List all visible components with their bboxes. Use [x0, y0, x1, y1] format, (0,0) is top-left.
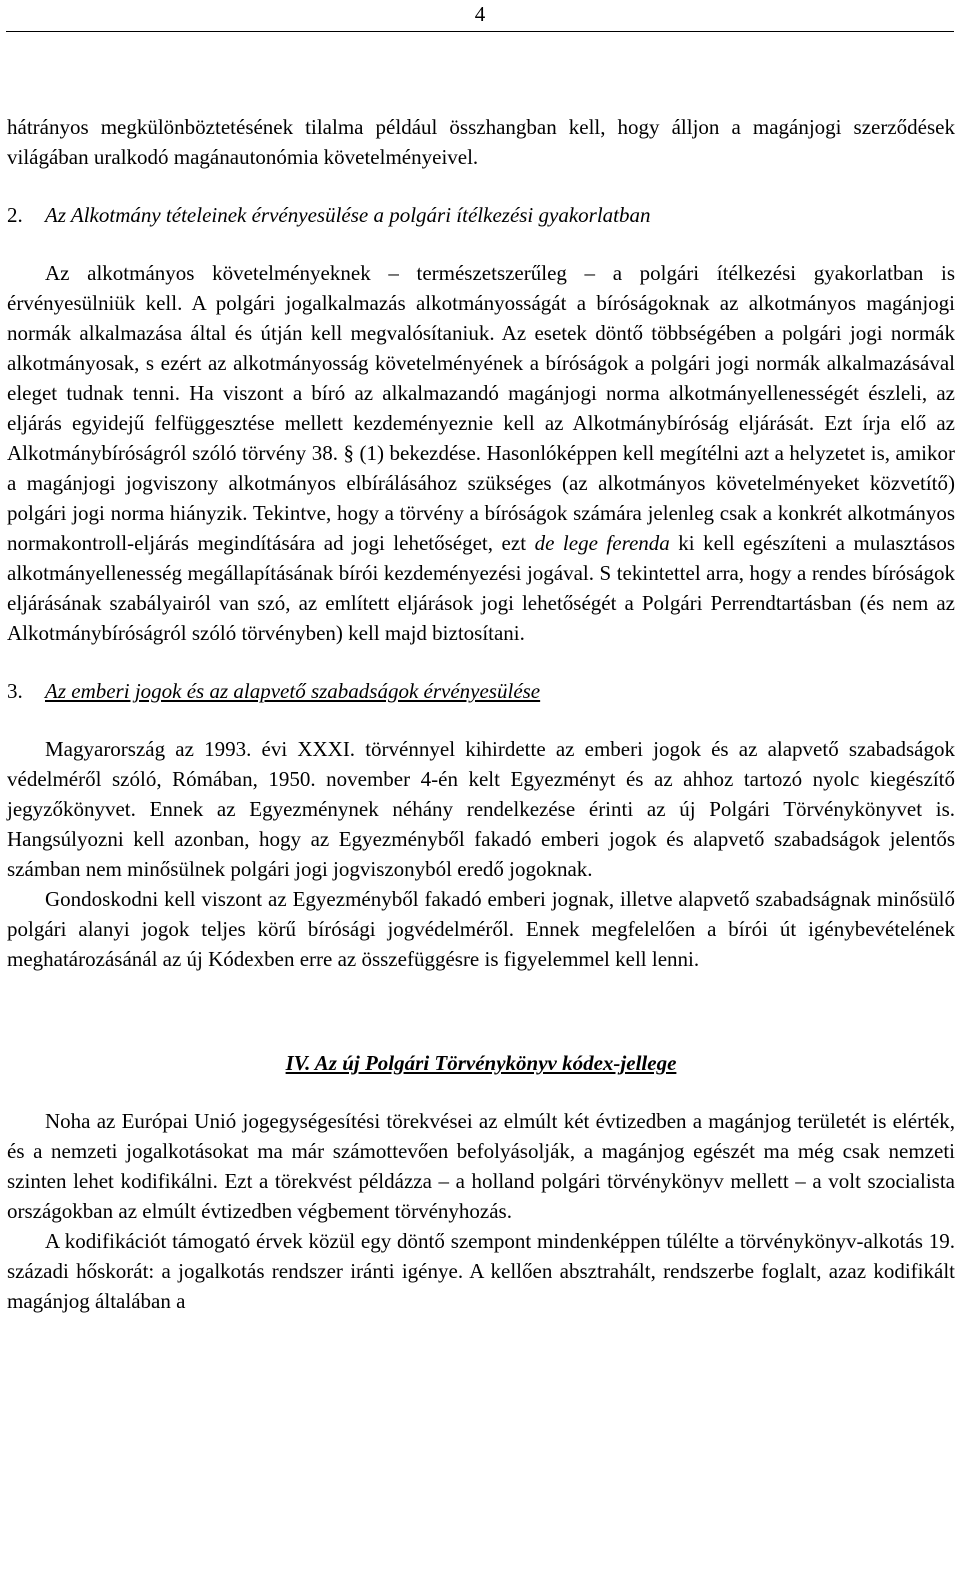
section-2-text-a: Az alkotmányos követelményeknek – természetszerűleg – a polgári ítélkezési gyakorlatban is érvényesülniük kell. A polgári jogalkalmazás alkotmányosságát a bíróságoknak az alkotmányos magánjogi normák alkalmazása által és útján kell megvalósítaniuk. Az esetek döntő többségében a polgári jogi normák alkotmányosak, s ezért az alkotmányosság követelményének a bíróságok a polgári jogi normák alkalmazásával eleget tudnak tenni. Ha viszont a bíró az alkalmazandó magánjogi norma alkotmányellenességét észleli, az eljárás egyidejű felfüggesztése mellett kezdeményeznie kell az Alkotmánybíróság eljárását. Ezt írja elő az Alkotmánybíróságról szóló törvény 38. § (1) bekezdése. Hasonlóképpen kell megítélni azt a helyzetet is, amikor a magánjogi jogviszony alkotmányos elbírálásához szükséges (az alkotmányos követelményeket közvetítő) polgári jogi norma hiányzik. Tekintve, hogy a törvény a bíróságok számára jelenleg csak a konkrét alkotmányos normakontroll-eljárás megindítására ad jogi lehetőséget, ezt — [7, 261, 955, 555]
page-number: 4 — [474, 2, 486, 26]
header-rule — [6, 31, 954, 32]
section-3-title: Az emberi jogok és az alapvető szabadságok érvényesülése — [45, 679, 541, 703]
chapter-4-paragraph-2: A kodifikációt támogató érvek közül egy döntő szempont mindenképpen túlélte a törvénykönyv-alkotás 19. századi hőskorát: a jogalkotás rendszer iránti igénye. A kellően absztrahált, rendszerbe foglalt, azaz kodifikált magánjog általában a — [7, 1229, 955, 1313]
page-body — [7, 112, 955, 1316]
section-3-paragraph-2: Gondoskodni kell viszont az Egyezményből fakadó emberi jognak, illetve alapvető szabadságnak minősülő polgári alanyi jogok teljes körű bírósági jogvédelméről. Ennek megfelelően a bírói út igénybevételének meghatározásánál az új Kódexben erre az összefüggésre is figyelemmel kell lenni. — [7, 887, 955, 971]
chapter-4-paragraph-1: Noha az Európai Unió jogegységesítési törekvései az elmúlt két évtizedben a magánjog területét is elérték, és a nemzeti jogalkotásokat ma már számottevően befolyásolják, a magánjog egészét ma még csak nemzeti szinten lehet kodifikálni. Ezt a törekvést példázza – a holland polgári törvénykönyv mellett – a volt szocialista országokban az elmúlt évtizedben végbement törvényhozás. — [7, 1109, 955, 1223]
intro-paragraph: hátrányos megkülönböztetésének tilalma például összhangban kell, hogy álljon a magánjogi szerződések világában uralkodó magánautonómia követelményeivel. — [7, 115, 955, 169]
section-2-title: Az Alkotmány tételeinek érvényesülése a polgári ítélkezési gyakorlatban — [45, 203, 651, 227]
chapter-4-heading: IV. Az új Polgári Törvénykönyv kódex-jellege — [285, 1051, 677, 1075]
section-3-paragraph-1: Magyarország az 1993. évi XXXI. törvénnyel kihirdette az emberi jogok és az alapvető szabadságok védelméről szóló, Rómában, 1950. november 4-én kelt Egyezményt és az ahhoz tartozó nyolc kiegészítő jegyzőkönyvet. Ennek az Egyezménynek néhány rendelkezése érinti az új Polgári Törvénykönyvet is. Hangsúlyozni kell azonban, hogy az Egyezményből fakadó emberi jogok és alapvető szabadságok jelentős számban nem minősülnek polgári jogi jogviszonyból eredő jogoknak. — [7, 737, 955, 881]
section-3-number: 3. — [7, 679, 23, 703]
section-3-heading — [7, 676, 955, 706]
section-2-italic-term: de lege ferenda — [534, 531, 670, 555]
section-2-number: 2. — [7, 203, 23, 227]
section-2-paragraph — [7, 258, 955, 648]
section-2-text-b: ki kell egészíteni a mulasztásos alkotmányellenesség megállapításának bírói kezdeményezési jogával. S tekintettel arra, hogy a rendes bíróságok eljárásának szabályairól van szó, az említett eljárások jogi lehetőségét a Polgári Perrendtartásban (és nem az Alkotmánybíróságról szóló törvényben) kell majd biztosítani. — [7, 531, 955, 645]
section-2-heading — [7, 200, 955, 230]
